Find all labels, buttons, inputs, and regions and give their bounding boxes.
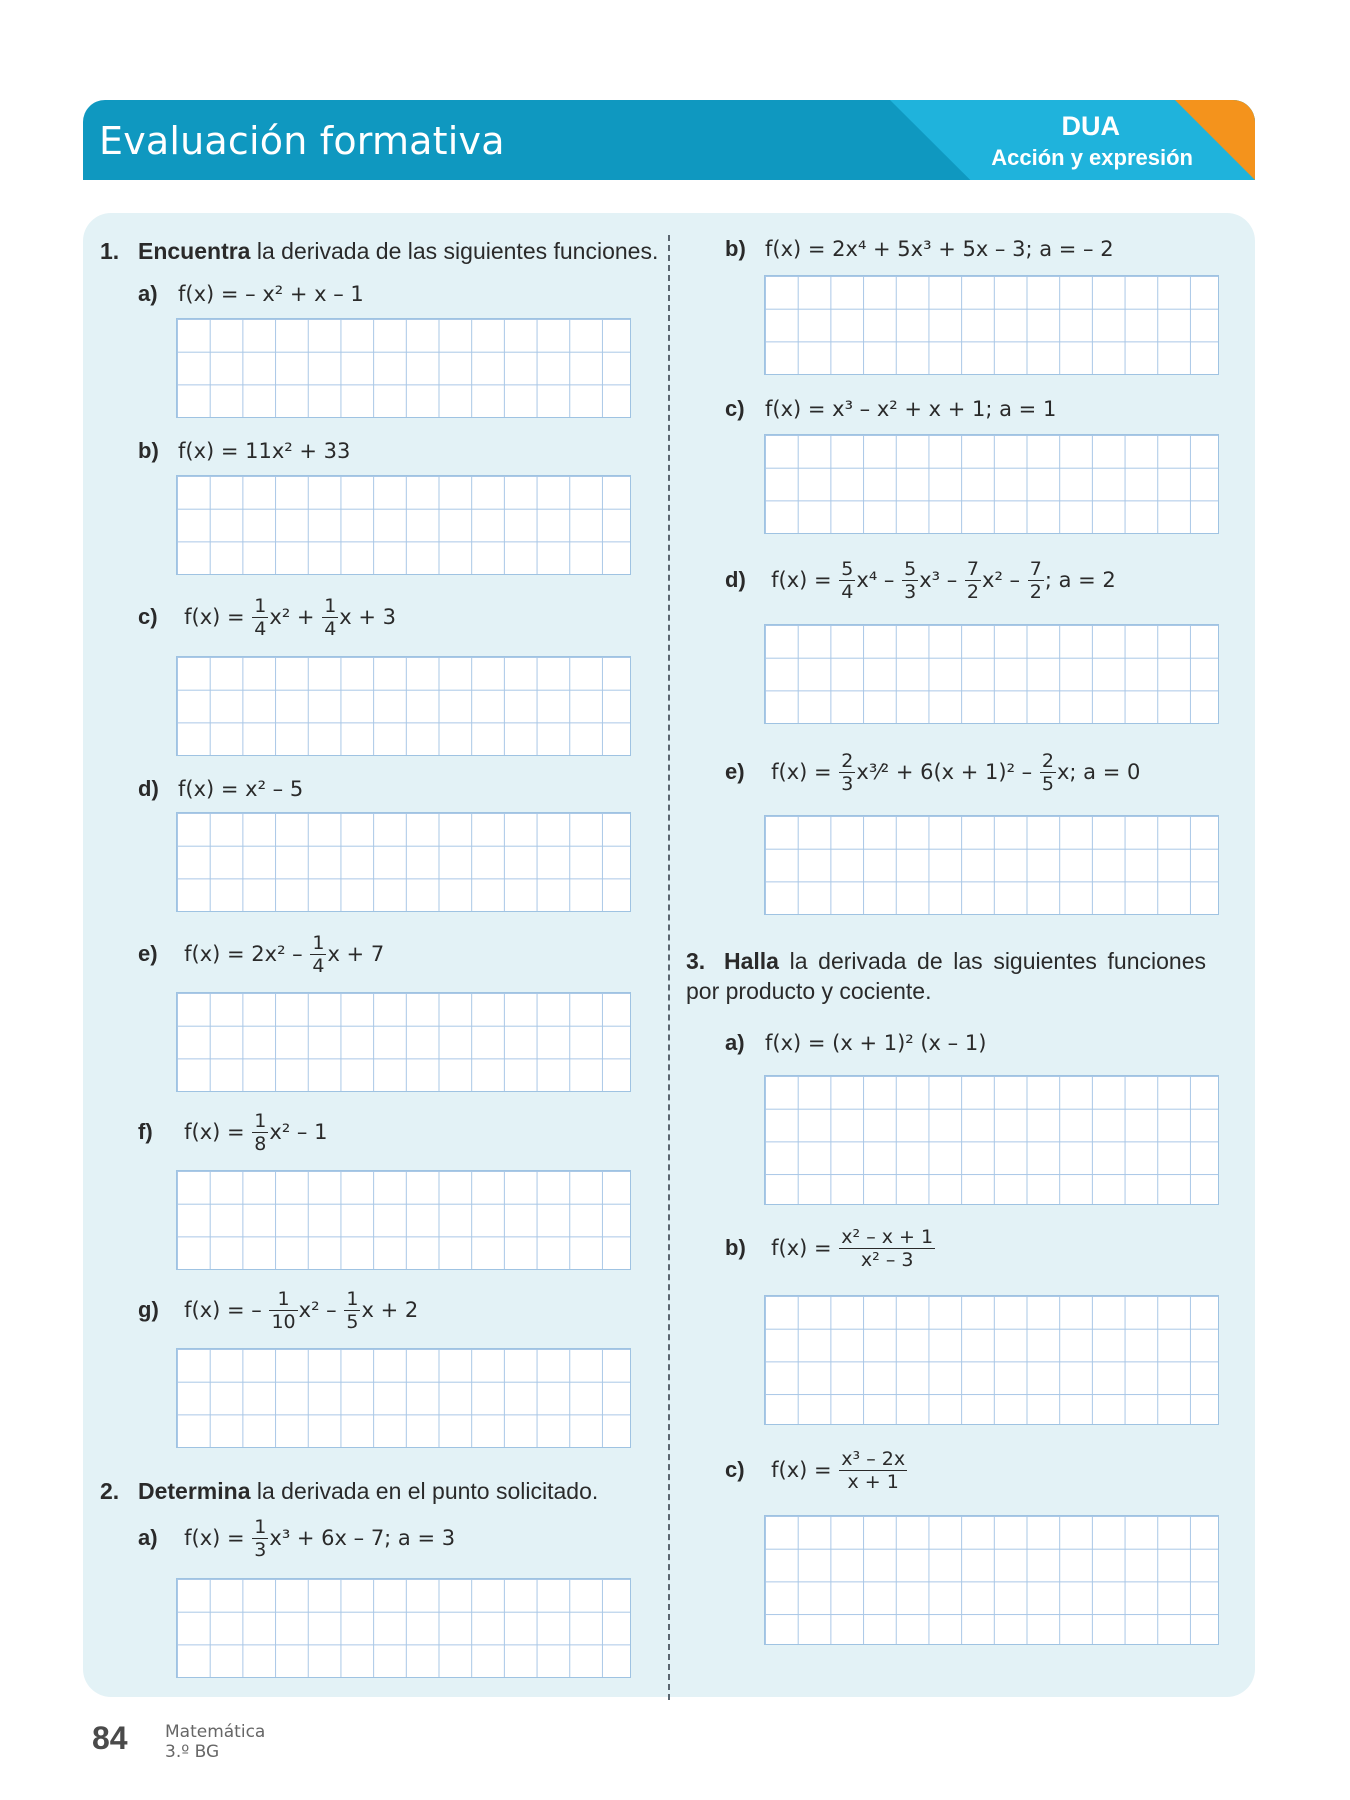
dua-subtitle: Acción y expresión xyxy=(991,145,1193,170)
item-expression xyxy=(184,932,385,977)
numerator: 1 xyxy=(254,1110,267,1132)
fraction xyxy=(252,1110,268,1155)
q2-item-d xyxy=(725,558,1116,603)
denominator: 8 xyxy=(254,1133,267,1155)
answer-grid[interactable] xyxy=(764,1075,1219,1205)
subject-name: Matemática xyxy=(165,1722,266,1742)
page-number: 84 xyxy=(92,1720,128,1756)
item-expression: f(x) = – x² + x – 1 xyxy=(178,282,364,306)
answer-grid[interactable] xyxy=(176,656,631,756)
fraction xyxy=(310,932,326,977)
q3-item-a xyxy=(725,1030,986,1056)
item-expression xyxy=(184,595,397,640)
section-header xyxy=(83,100,1255,180)
fraction xyxy=(1028,558,1044,603)
item-label: a) xyxy=(138,1524,158,1550)
q1-item-f xyxy=(138,1110,327,1155)
denominator: 4 xyxy=(841,581,854,603)
numerator: 2 xyxy=(1041,750,1054,772)
grade-level: 3.º BG xyxy=(165,1742,220,1762)
fraction xyxy=(839,558,855,603)
q1-item-a xyxy=(138,281,364,307)
item-expression: f(x) = 2x⁴ + 5x³ + 5x – 3; a = – 2 xyxy=(765,237,1114,261)
item-expression xyxy=(184,1110,328,1155)
expr-part: f(x) = – xyxy=(184,1297,262,1322)
expr-part: f(x) = xyxy=(771,1235,832,1260)
answer-grid[interactable] xyxy=(176,475,631,575)
q1-item-g xyxy=(138,1288,418,1333)
numerator: 1 xyxy=(346,1288,359,1310)
item-expression xyxy=(184,1288,419,1333)
item-label: a) xyxy=(725,1030,745,1055)
denominator: 3 xyxy=(904,581,917,603)
question-verb: Encuentra xyxy=(138,238,251,264)
fraction xyxy=(252,595,268,640)
expr-part: x³⁄² + 6(x + 1)² – xyxy=(856,759,1033,784)
numerator: 5 xyxy=(841,558,854,580)
numerator: 1 xyxy=(269,1288,297,1311)
expr-part: x + 7 xyxy=(327,941,385,966)
fraction xyxy=(322,595,338,640)
q1-item-e xyxy=(138,932,384,977)
expr-part: x² – xyxy=(982,567,1021,592)
answer-grid[interactable] xyxy=(176,1348,631,1448)
question-text: la derivada de las siguientes funciones por producto y cociente. xyxy=(686,948,1206,1004)
dua-label: DUA xyxy=(1061,111,1120,141)
q2-item-a xyxy=(138,1516,455,1561)
expr-part: f(x) = xyxy=(184,604,245,629)
answer-grid[interactable] xyxy=(764,1295,1219,1425)
question-number: 1. xyxy=(100,238,120,264)
answer-grid[interactable] xyxy=(764,1515,1219,1645)
numerator: 7 xyxy=(1029,558,1042,580)
q1-item-b xyxy=(138,438,350,464)
column-divider xyxy=(668,235,670,1700)
fraction xyxy=(839,1448,907,1493)
item-label: c) xyxy=(138,603,158,629)
question-1 xyxy=(100,236,658,266)
item-label: e) xyxy=(138,940,158,966)
denominator: 3 xyxy=(254,1539,267,1561)
question-number: 3. xyxy=(686,948,706,974)
denominator: 4 xyxy=(324,618,337,640)
fraction xyxy=(344,1288,360,1333)
expr-part: f(x) = xyxy=(771,567,832,592)
denominator: 2 xyxy=(1029,581,1042,603)
fraction xyxy=(902,558,918,603)
expr-part: f(x) = xyxy=(771,1457,832,1482)
item-label: b) xyxy=(725,1234,746,1260)
item-expression xyxy=(771,1226,936,1271)
answer-grid[interactable] xyxy=(764,815,1219,915)
expr-part: x + 2 xyxy=(361,1297,419,1322)
expr-part: x³ + 6x – 7; a = 3 xyxy=(269,1525,456,1550)
item-label: c) xyxy=(725,1456,745,1482)
q2-item-c xyxy=(725,396,1056,422)
numerator: 1 xyxy=(254,1516,267,1538)
expr-part: x; a = 0 xyxy=(1056,759,1141,784)
item-label: d) xyxy=(725,566,746,592)
item-expression xyxy=(184,1516,456,1561)
numerator: 1 xyxy=(324,595,337,617)
item-label: b) xyxy=(725,236,746,261)
expr-part: x³ – xyxy=(919,567,958,592)
expr-part: x² – xyxy=(298,1297,337,1322)
denominator: 4 xyxy=(254,618,267,640)
q1-item-d xyxy=(138,776,303,802)
answer-grid[interactable] xyxy=(176,1170,631,1270)
expr-part: x² + xyxy=(269,604,315,629)
item-label: g) xyxy=(138,1296,159,1322)
item-expression: f(x) = (x + 1)² (x – 1) xyxy=(765,1031,987,1055)
item-expression: f(x) = 11x² + 33 xyxy=(178,439,351,463)
q3-item-b xyxy=(725,1226,936,1271)
item-expression xyxy=(771,1448,908,1493)
denominator: x² – 3 xyxy=(860,1249,914,1271)
denominator: 2 xyxy=(966,581,980,603)
q3-item-c xyxy=(725,1448,908,1493)
item-expression xyxy=(771,558,1116,603)
question-2 xyxy=(100,1476,598,1506)
item-label: a) xyxy=(138,281,158,306)
item-label: d) xyxy=(138,776,159,801)
denominator: 5 xyxy=(1041,773,1054,795)
question-text: la derivada en el punto solicitado. xyxy=(250,1478,599,1504)
item-expression: f(x) = x³ – x² + x + 1; a = 1 xyxy=(765,397,1057,421)
expr-part: f(x) = xyxy=(771,759,832,784)
question-text: la derivada de las siguientes funciones. xyxy=(250,238,659,264)
answer-grid[interactable] xyxy=(176,1578,631,1678)
numerator: x³ – 2x xyxy=(841,1448,906,1470)
question-verb: Determina xyxy=(138,1478,251,1504)
denominator: 5 xyxy=(346,1311,359,1333)
numerator: 7 xyxy=(966,558,980,580)
numerator: 1 xyxy=(312,932,325,954)
denominator: x + 1 xyxy=(847,1471,899,1493)
fraction xyxy=(269,1288,297,1333)
expr-part: f(x) = xyxy=(184,1119,245,1144)
denominator: 3 xyxy=(841,773,854,795)
expr-part: x⁴ – xyxy=(856,567,895,592)
item-expression: f(x) = x² – 5 xyxy=(178,777,304,801)
item-label: c) xyxy=(725,396,745,421)
numerator: x² – x + 1 xyxy=(841,1226,934,1248)
question-3 xyxy=(686,946,1206,1006)
answer-grid[interactable] xyxy=(764,434,1219,534)
answer-grid[interactable] xyxy=(764,275,1219,375)
fraction xyxy=(1040,750,1056,795)
expr-part: x + 3 xyxy=(339,604,397,629)
q1-item-c xyxy=(138,595,396,640)
question-verb: Halla xyxy=(724,948,779,974)
denominator: 4 xyxy=(312,955,325,977)
item-label: f) xyxy=(138,1118,153,1144)
item-label: e) xyxy=(725,758,745,784)
expr-part: f(x) = 2x² – xyxy=(184,941,303,966)
numerator: 2 xyxy=(841,750,854,772)
fraction xyxy=(839,1226,935,1271)
fraction xyxy=(839,750,855,795)
numerator: 1 xyxy=(254,595,267,617)
section-title: Evaluación formativa xyxy=(99,119,505,163)
item-label: b) xyxy=(138,438,159,463)
q2-item-e xyxy=(725,750,1140,795)
answer-grid[interactable] xyxy=(176,812,631,912)
answer-grid[interactable] xyxy=(176,992,631,1092)
q2-item-b xyxy=(725,236,1114,262)
answer-grid[interactable] xyxy=(176,318,631,418)
expr-part: f(x) = xyxy=(184,1525,245,1550)
fraction xyxy=(965,558,981,603)
expr-part: ; a = 2 xyxy=(1044,567,1116,592)
answer-grid[interactable] xyxy=(764,624,1219,724)
footer-subject xyxy=(165,1722,265,1762)
item-expression xyxy=(771,750,1141,795)
expr-part: x² – 1 xyxy=(269,1119,328,1144)
question-number: 2. xyxy=(100,1478,120,1504)
denominator: 10 xyxy=(271,1311,296,1333)
fraction xyxy=(252,1516,268,1561)
numerator: 5 xyxy=(904,558,917,580)
